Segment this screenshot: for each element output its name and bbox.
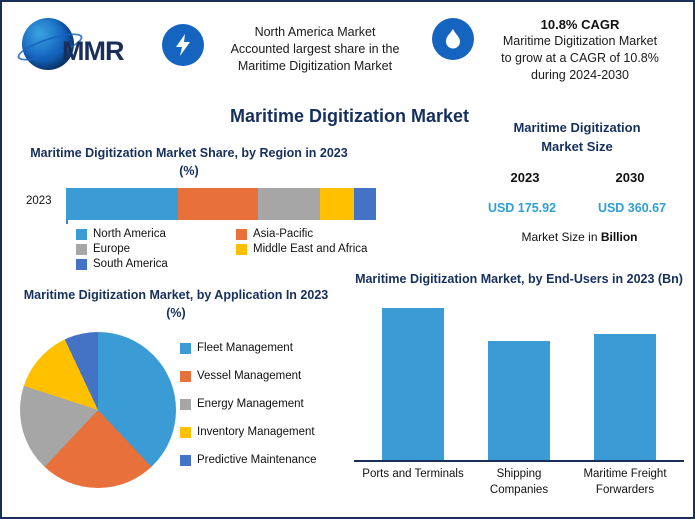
legend-swatch-icon — [180, 455, 191, 466]
end-user-category-label: Shipping Companies — [489, 468, 549, 496]
cagr-value: 10.8% CAGR — [540, 17, 620, 32]
legend-item — [76, 258, 236, 270]
market-size-title-line2: Market Size — [541, 139, 613, 154]
market-size-unit-prefix: Market Size in — [521, 230, 601, 244]
region-chart-title: Maritime Digitization Market Share, by Region in 2023 (%) — [30, 146, 348, 178]
legend-label: Middle East and Africa — [253, 243, 368, 255]
end-user-category-label: Ports and Terminals — [362, 468, 464, 480]
region-bar-segment — [178, 188, 259, 220]
brand-logo — [16, 14, 156, 76]
market-size-year-2023: 2023 — [510, 170, 540, 185]
market-size-value-2030: USD 360.67 — [597, 201, 667, 215]
market-size-unit-bold: Billion — [600, 230, 638, 244]
legend-item — [180, 454, 317, 466]
legend-swatch-icon — [236, 244, 247, 255]
legend-label: South America — [93, 258, 168, 270]
legend-label: Europe — [93, 243, 131, 255]
legend-item — [76, 228, 236, 240]
region-bar-segment — [258, 188, 320, 220]
region-stacked-bar — [66, 188, 376, 220]
legend-label: Predictive Maintenance — [197, 454, 317, 466]
legend-label: Inventory Management — [197, 426, 315, 438]
legend-item — [236, 228, 313, 240]
legend-swatch-icon — [236, 229, 247, 240]
legend-swatch-icon — [180, 343, 191, 354]
application-pie-chart — [20, 332, 176, 488]
end-user-bar — [382, 308, 444, 460]
region-chart-category-label: 2023 — [26, 195, 52, 207]
legend-item — [180, 398, 317, 410]
header-text-cagr — [480, 16, 680, 84]
market-size-title-line1: Maritime Digitization — [513, 120, 641, 135]
legend-swatch-icon — [180, 399, 191, 410]
region-bar-segment — [320, 188, 354, 220]
legend-label: Vessel Management — [197, 370, 302, 382]
end-user-bar — [594, 334, 656, 460]
legend-label: Fleet Management — [197, 342, 293, 354]
brand-name: MMR — [62, 36, 124, 66]
legend-swatch-icon — [180, 427, 191, 438]
legend-item — [76, 243, 236, 255]
header-line: to grow at a CAGR of 10.8% — [501, 51, 659, 65]
market-size-title — [472, 118, 682, 156]
legend-label: Energy Management — [197, 398, 304, 410]
header-line: Maritime Digitization Market — [502, 34, 658, 48]
application-chart-title: Maritime Digitization Market, by Application In 2023 (%) — [23, 288, 329, 320]
header-line: Accounted largest share in the — [230, 42, 400, 56]
legend-swatch-icon — [76, 259, 87, 270]
region-bar-segment — [66, 188, 178, 220]
application-chart-legend — [180, 342, 317, 482]
region-chart-legend — [76, 228, 396, 273]
market-size-year-2030: 2030 — [615, 170, 645, 185]
end-user-chart-title: Maritime Digitization Market, by End-Users in 2023 (Bn) — [355, 272, 683, 286]
region-bar-segment — [354, 188, 376, 220]
market-size-unit — [472, 230, 687, 244]
market-size-value-2023: USD 175.92 — [487, 201, 557, 215]
legend-swatch-icon — [76, 229, 87, 240]
lightning-bolt-icon — [162, 24, 204, 66]
header-line: during 2024-2030 — [531, 68, 629, 82]
header-line: Maritime Digitization Market — [237, 59, 393, 73]
legend-item — [180, 426, 317, 438]
legend-item — [180, 370, 317, 382]
legend-item — [180, 342, 317, 354]
legend-label: Asia-Pacific — [253, 228, 314, 240]
legend-label: North America — [93, 228, 166, 240]
end-user-category-label: Maritime Freight Forwarders — [583, 468, 667, 496]
end-user-chart-axis — [354, 460, 684, 462]
flame-icon — [432, 18, 474, 60]
page-title: Maritime Digitization Market — [229, 106, 470, 126]
header-text-north-america — [210, 24, 420, 75]
legend-swatch-icon — [180, 371, 191, 382]
end-user-bar — [488, 341, 550, 460]
end-user-bar-chart — [354, 308, 684, 508]
header-line: North America Market — [254, 25, 376, 39]
legend-item — [236, 243, 367, 255]
legend-swatch-icon — [76, 244, 87, 255]
